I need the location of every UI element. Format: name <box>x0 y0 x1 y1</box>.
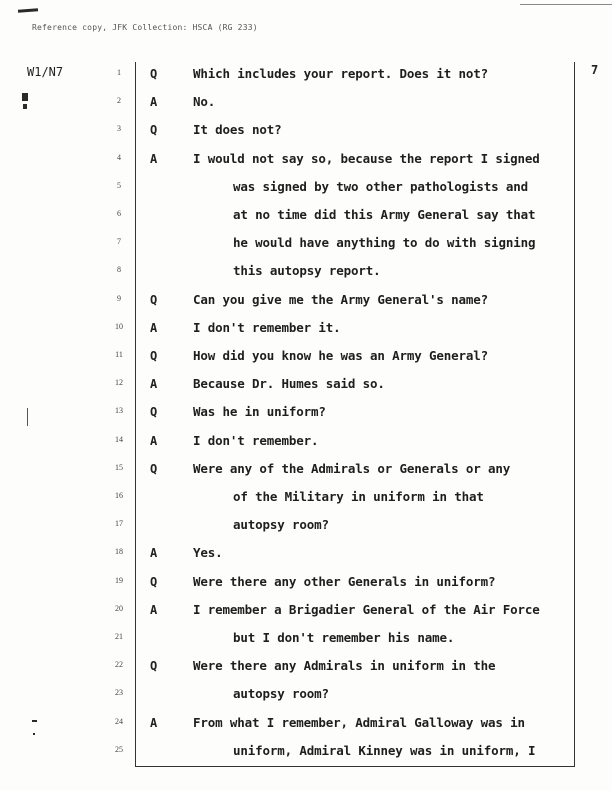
speaker-label: A <box>150 433 158 448</box>
line-text: Because Dr. Humes said so. <box>193 376 385 392</box>
transcript-line <box>0 319 612 337</box>
transcript-line <box>0 714 612 732</box>
transcript-line <box>0 178 612 196</box>
line-number: 15 <box>115 462 123 472</box>
transcript-line <box>0 685 612 703</box>
transcript-line <box>0 375 612 393</box>
line-text: of the Military in uniform in that <box>233 489 484 504</box>
speaker-label: Q <box>150 292 158 307</box>
line-number: 9 <box>117 293 121 303</box>
line-text: No. <box>193 94 216 110</box>
line-text: I remember a Brigadier General of the Air Force <box>193 601 540 617</box>
speaker-label: Q <box>150 67 158 81</box>
transcript-line <box>0 488 612 506</box>
transcript-line <box>0 516 612 534</box>
line-text: Was he in uniform? <box>193 404 326 420</box>
transcript-line <box>0 121 612 139</box>
transcript-line <box>0 742 612 760</box>
line-number: 11 <box>115 350 123 359</box>
speaker-label: Q <box>150 461 158 476</box>
file-identifier: W1/N7 <box>27 65 64 79</box>
line-number: 20 <box>115 603 123 613</box>
speaker-label: A <box>150 377 158 392</box>
line-text: uniform, Admiral Kinney was in uniform, I <box>233 742 536 758</box>
transcript-line <box>0 206 612 224</box>
line-number: 7 <box>117 237 121 247</box>
transcript-line <box>0 657 612 675</box>
line-number: 25 <box>115 744 123 754</box>
line-text: he would have anything to do with signing <box>233 235 536 251</box>
transcript-line <box>0 432 612 450</box>
line-number: 13 <box>115 406 123 416</box>
line-number: 19 <box>115 575 123 585</box>
speaker-label: A <box>150 602 158 617</box>
line-text: I don't remember it. <box>193 319 341 335</box>
transcript-line <box>0 234 612 252</box>
line-number: 4 <box>117 152 121 162</box>
line-text: autopsy room? <box>233 686 329 702</box>
top-right-rule <box>520 4 612 5</box>
line-text: I would not say so, because the report I signed <box>193 150 540 166</box>
line-number: 10 <box>115 321 123 331</box>
line-text: Were there any other Generals in uniform? <box>193 573 496 589</box>
line-text: I don't remember. <box>193 432 319 448</box>
speaker-label: A <box>150 151 158 166</box>
transcript-line <box>0 403 612 421</box>
transcript-frame-bottom <box>135 766 575 767</box>
line-number: 16 <box>115 491 123 500</box>
line-text: but I don't remember his name. <box>233 630 455 645</box>
speaker-label: Q <box>150 574 158 589</box>
line-text: From what I remember, Admiral Galloway was in <box>193 714 525 730</box>
line-number: 3 <box>117 124 121 134</box>
margin-blot <box>33 733 35 735</box>
transcript-line <box>0 150 612 168</box>
line-text: was signed by two other pathologists and <box>233 178 529 194</box>
speaker-label: A <box>150 715 158 730</box>
line-number: 1 <box>117 68 121 77</box>
line-text: at no time did this Army General say that <box>233 207 536 222</box>
line-text: It does not? <box>193 122 282 138</box>
line-text: Yes. <box>193 545 223 561</box>
speaker-label: A <box>150 95 158 110</box>
transcript-line <box>0 291 612 309</box>
speaker-label: Q <box>150 659 158 674</box>
speaker-label: Q <box>150 405 158 420</box>
transcript-line <box>0 347 612 365</box>
line-text: How did you know he was an Army General? <box>193 348 489 363</box>
line-number: 22 <box>115 660 123 670</box>
line-number: 5 <box>117 180 121 190</box>
line-number: 18 <box>115 547 123 557</box>
speaker-label: A <box>150 320 158 335</box>
scan-mark <box>18 8 38 12</box>
speaker-label: Q <box>150 349 158 363</box>
line-number: 17 <box>115 519 123 529</box>
reference-header: Reference copy, JFK Collection: HSCA (RG 233) <box>32 23 258 32</box>
transcript-line <box>0 601 612 619</box>
line-text: this autopsy report. <box>233 263 381 279</box>
transcript-line <box>0 629 612 647</box>
speaker-label: Q <box>150 123 158 138</box>
transcript-line <box>0 544 612 562</box>
line-text: Were there any Admirals in uniform in the <box>193 658 496 674</box>
line-number: 2 <box>117 96 121 106</box>
transcript-line <box>0 460 612 478</box>
line-number: 21 <box>115 632 123 641</box>
line-text: autopsy room? <box>233 517 329 533</box>
line-number: 6 <box>117 209 121 218</box>
transcript-line <box>0 65 612 83</box>
transcript-line <box>0 573 612 591</box>
line-text: Were any of the Admirals or Generals or any <box>193 460 511 476</box>
line-text: Which includes your report. Does it not? <box>193 66 489 81</box>
page-number: 7 <box>591 63 599 77</box>
line-number: 12 <box>115 378 123 388</box>
line-text: Can you give me the Army General's name? <box>193 291 489 307</box>
transcript-line <box>0 93 612 111</box>
line-number: 8 <box>117 265 121 275</box>
line-number: 24 <box>115 716 123 726</box>
line-number: 14 <box>115 434 123 444</box>
speaker-label: A <box>150 546 158 561</box>
transcript-line <box>0 262 612 280</box>
line-number: 23 <box>115 688 123 698</box>
